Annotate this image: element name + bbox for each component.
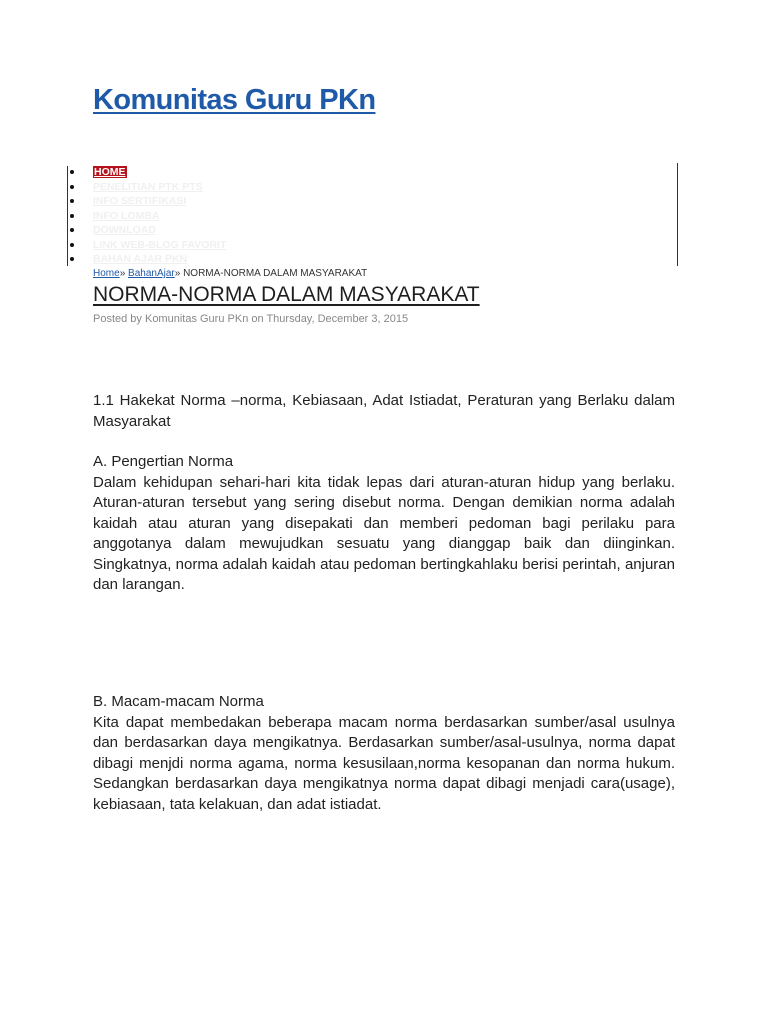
nav-item-bahan-ajar [70,251,226,266]
breadcrumb-separator: » [119,268,129,279]
nav-item-sertifikasi [70,193,226,208]
intro-block [93,391,675,432]
bullet-icon [70,243,74,247]
nav-link-bahan-ajar[interactable]: BAHAN AJAR PKN [93,253,188,265]
nav-item-penelitian [70,179,226,194]
nav-link-lomba[interactable]: INFO LOMBA [93,209,160,222]
site-title[interactable]: Komunitas Guru PKn [93,84,376,116]
nav-item-link-favorit [70,237,226,252]
section-a-heading: A. Pengertian Norma [93,453,234,470]
nav-link-sertifikasi[interactable]: INFO SERTIFIKASI [93,195,187,207]
nav-item-download [70,222,226,237]
bullet-icon [70,170,74,174]
post-meta: Posted by Komunitas Guru PKn on Thursday, December 3, 2015 [93,313,409,325]
section-a [93,452,675,596]
nav-item-lomba [70,208,226,223]
bullet-icon [70,257,74,261]
breadcrumb-home-link[interactable]: Home [93,268,120,279]
bullet-icon [70,214,74,218]
nav-left-rule [67,166,68,266]
nav-link-download[interactable]: DOWNLOAD [93,224,156,236]
section-b-heading: B. Macam-macam Norma [93,693,264,710]
nav-right-rule [677,163,678,266]
bullet-icon [70,199,74,203]
nav-item-home [70,164,226,179]
nav-link-home[interactable]: HOME [94,166,126,178]
bullet-icon [70,228,74,232]
breadcrumb-separator: » [174,268,184,279]
breadcrumb-category-link[interactable]: BahanAjar [128,268,175,279]
nav-link-penelitian[interactable]: PENELITIAN PTK PTS [93,180,203,193]
breadcrumb [93,268,367,279]
nav-link-favorit[interactable]: LINK WEB-BLOG FAVORIT [93,238,227,251]
section-a-body: Dalam kehidupan sehari-hari kita tidak lepas dari aturan-aturan hidup yang berlaku. Aturan-aturan tersebut yang sering disebut norma. Dengan demikian norma adalah kaidah atau aturan yang disepakati dan memberi pedoman bagi perilaku para anggotanya dalam mewujudkan sesuatu yang dianggap baik dan diinginkan. Singkatnya, norma adalah kaidah atau pedoman bertingkahlaku berisi perintah, anjuran dan larangan. [93,473,675,593]
breadcrumb-current: NORMA-NORMA DALAM MASYARAKAT [183,268,368,279]
section-b [93,692,675,815]
intro-paragraph: 1.1 Hakekat Norma –norma, Kebiasaan, Adat Istiadat, Peraturan yang Berlaku dalam Masyarakat [93,392,675,430]
section-b-body: Kita dapat membedakan beberapa macam norma berdasarkan sumber/asal usulnya dan berdasarkan daya mengikatnya. Berdasarkan sumber/asal-usulnya, norma dapat dibagi menjdi norma agama, norma kesusilaan,norma kesopanan dan norma hukum. Sedangkan berdasarkan daya mengikatnya norma dapat dibagi menjadi cara(usage), kebiasaan, tata kelakuan, dan adat istiadat. [93,713,675,813]
post-title[interactable]: NORMA-NORMA DALAM MASYARAKAT [93,283,480,306]
bullet-icon [70,185,74,189]
main-nav [70,164,226,266]
